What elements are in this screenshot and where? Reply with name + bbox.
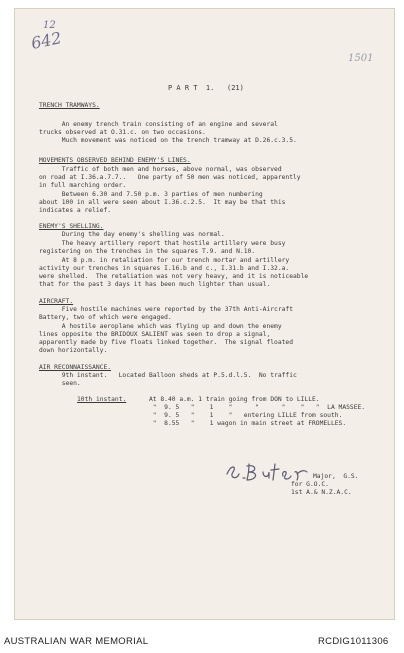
body-line: Five hostile machines were reported by the 37th Anti-Aircraft (39, 306, 294, 313)
body-line: lines opposite the BRIDOUX SALIENT was seen to drop a signal, (39, 331, 271, 338)
recon-entry: " 9. 5 " 1 " entering LILLE from south. (149, 412, 343, 419)
body-line: seen. (39, 380, 81, 387)
signatory-unit: 1st A.& N.Z.A.C. (291, 489, 352, 496)
annotation-folio-number: 1501 (348, 53, 374, 64)
body-line: The heavy artillery report that hostile artillery were busy (39, 240, 286, 247)
recon-entry: " 8.55 " 1 wagon in main street at FROMELLES. (149, 420, 347, 427)
footer-record-id: RCDIG1011306 (318, 636, 389, 647)
footer-institution: AUSTRALIAN WAR MEMORIAL (4, 636, 149, 647)
body-line: about 100 in all were seen about I.36.c.2.5. It may be that this (39, 199, 286, 206)
body-line: An enemy trench train consisting of an engine and several (39, 121, 278, 128)
annotation-number-642: 642 (29, 28, 64, 53)
annotation-number-12: 12 (43, 20, 56, 31)
recon-entry: At 8.40 a.m. 1 train going from DON to LILLE. (149, 396, 320, 403)
body-line: trucks observed at O.31.c. on two occasions. (39, 129, 206, 136)
signatory-rank: Major, G.S. (313, 473, 359, 480)
body-line: in full marching order. (39, 182, 127, 189)
heading-aircraft: AIRCRAFT. (39, 298, 74, 305)
body-line: registering on the trenches in the squares T.9. and N.10. (39, 248, 256, 255)
document-page (14, 8, 395, 620)
body-line: indicates a relief. (39, 207, 112, 214)
tenth-instant-label: 10th instant. (77, 396, 127, 403)
body-line: Much movement was noticed on the trench tramway at D.26.c.3.5. (39, 137, 297, 144)
body-line: activity our trenches in squares I.16.b and c., I.31.b and I.32.a. (39, 265, 290, 272)
body-line: Traffic of both men and horses, above normal, was observed (39, 166, 282, 173)
body-line: apparently made by five floats linked together. The signal floated (39, 339, 294, 346)
body-line: During the day enemy's shelling was normal. (39, 231, 225, 238)
body-line: that for the past 3 days it has been much lighter than usual. (39, 281, 271, 288)
page-title: P A R T 1. (21) (168, 84, 244, 92)
heading-trench-tramways: TRENCH TRAMWAYS. (39, 102, 100, 109)
body-line: on road at I.36.a.7.7.. One party of 50 men was noticed, apparently (39, 174, 301, 181)
body-line: 9th instant. Located Balloon sheds at P.5.d.l.5. No traffic (39, 372, 297, 379)
heading-air-reconnaissance: AIR RECONNAISSANCE. (39, 364, 112, 371)
body-line: were shelled. The retaliation was not very heavy, and it is noticeable (39, 273, 309, 280)
body-line: A hostile aeroplane which was flying up and down the enemy (39, 323, 282, 330)
body-line: At 8 p.m. in retaliation for our trench mortar and artillery (39, 257, 290, 264)
heading-movements: MOVEMENTS OBSERVED BEHIND ENEMY'S LINES. (39, 157, 191, 164)
signatory-for-line: for G.O.C. (291, 481, 329, 488)
body-line: Between 6.30 and 7.50 p.m. 3 parties of men numbering (39, 191, 263, 198)
heading-shelling: ENEMY'S SHELLING. (39, 223, 104, 230)
body-line: down horizontally. (39, 347, 108, 354)
recon-entry: " 9. 5 " 1 " " " " " LA MASSEE. (149, 404, 366, 411)
body-line: Battery, two of which were engaged. (39, 314, 172, 321)
